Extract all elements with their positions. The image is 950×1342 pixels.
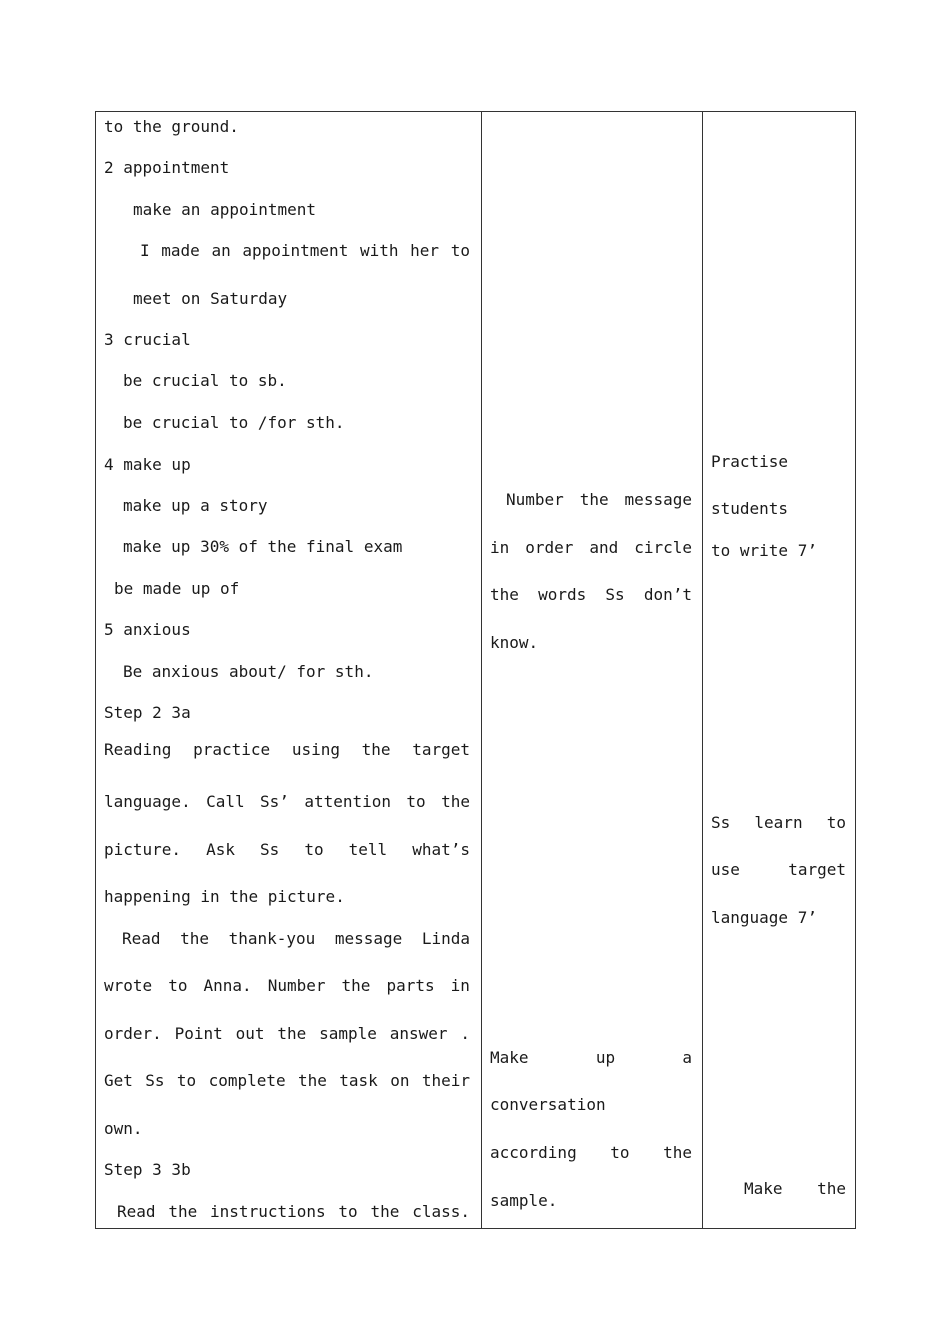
content-line: make up 30% of the final exam [123, 537, 403, 556]
purpose-line: Ss learn to [711, 813, 846, 832]
step-heading: Step 3 3b [104, 1160, 191, 1179]
activity-line: according to the [490, 1143, 692, 1162]
activity-line: know. [490, 633, 539, 652]
content-line: meet on Saturday [133, 289, 288, 308]
purpose-line: to write 7’ [711, 541, 817, 560]
content-line: picture. Ask Ss to tell what’s [104, 840, 470, 859]
content-line: I made an appointment with her to [140, 241, 470, 260]
content-line: be crucial to /for sth. [123, 413, 345, 432]
content-line: 5 anxious [104, 620, 191, 639]
content-line: own. [104, 1119, 143, 1138]
activity-line: Number the message [506, 490, 692, 509]
content-line: Read the thank-you message Linda [122, 929, 470, 948]
content-line: to the ground. [104, 117, 239, 136]
purpose-line: Practise [711, 452, 789, 471]
activity-line: conversation [490, 1095, 606, 1114]
content-line: 2 appointment [104, 158, 230, 177]
content-line: 3 crucial [104, 330, 191, 349]
content-line: Be anxious about/ for sth. [123, 662, 374, 681]
content-line: be crucial to sb. [123, 371, 287, 390]
content-line: Read the instructions to the class. [117, 1202, 470, 1221]
activity-line: Make up a [490, 1048, 692, 1067]
purpose-line: use target [711, 860, 846, 879]
content-line: language. Call Ss’ attention to the [104, 792, 470, 811]
column-divider [481, 112, 482, 1228]
content-line: order. Point out the sample answer . [104, 1024, 470, 1043]
activity-line: sample. [490, 1191, 558, 1210]
content-line: wrote to Anna. Number the parts in [104, 976, 470, 995]
content-line: make an appointment [133, 200, 317, 219]
content-line: 4 make up [104, 455, 191, 474]
content-line: make up a story [123, 496, 268, 515]
purpose-line: language 7’ [711, 908, 817, 927]
content-line: be made up of [114, 579, 240, 598]
step-heading: Step 2 3a [104, 703, 191, 722]
content-line: happening in the picture. [104, 887, 345, 906]
purpose-line: students [711, 499, 789, 518]
activity-line: the words Ss don’t [490, 585, 692, 604]
content-line: Get Ss to complete the task on their [104, 1071, 470, 1090]
purpose-line: Make the [744, 1179, 846, 1198]
column-divider [702, 112, 703, 1228]
activity-line: in order and circle [490, 538, 692, 557]
content-line: Reading practice using the target [104, 740, 470, 759]
